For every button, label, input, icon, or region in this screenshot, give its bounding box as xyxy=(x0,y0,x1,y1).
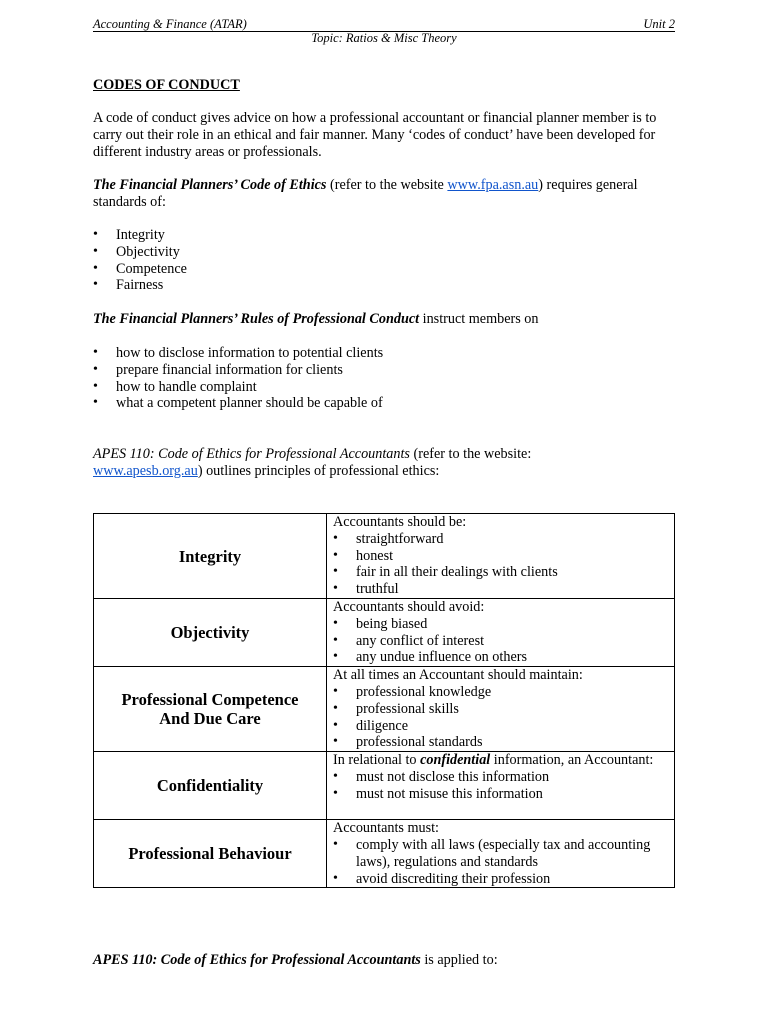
unit-label: Unit 2 xyxy=(643,17,675,31)
list-item: • prepare financial information for clients xyxy=(93,362,675,379)
list-item: • how to handle complaint xyxy=(93,379,675,396)
list-item: • straightforward xyxy=(333,531,668,548)
fpa-rules-title: The Financial Planners’ Rules of Professional Conduct xyxy=(93,311,420,327)
principle-description xyxy=(327,599,675,667)
fpa-rules-rest: instruct members on xyxy=(419,311,539,327)
list-item: • must not misuse this information xyxy=(333,786,668,803)
list-item: • professional standards xyxy=(333,734,668,751)
apes-applied-rest: is applied to: xyxy=(420,952,498,968)
table-row xyxy=(94,514,675,599)
list-item: • Competence xyxy=(93,261,675,278)
fpa-ethics-post-link: ) requires general standards of: xyxy=(93,177,638,210)
principle-name xyxy=(94,667,327,752)
list-item: • diligence xyxy=(333,718,668,735)
list-item: • what a competent planner should be capable of xyxy=(93,395,675,412)
principle-name: Objectivity xyxy=(94,599,327,667)
list-item: • being biased xyxy=(333,616,668,633)
table-row xyxy=(94,752,675,820)
fpa-ethics-title: The Financial Planners’ Code of Ethics xyxy=(93,177,327,193)
course-name: Accounting & Finance (ATAR) xyxy=(93,17,247,31)
principle-name: Professional Behaviour xyxy=(94,820,327,888)
lead-emphasis: confidential xyxy=(420,752,491,769)
list-item: • Objectivity xyxy=(93,244,675,261)
list-item: • any undue influence on others xyxy=(333,649,668,666)
fpa-rules-paragraph xyxy=(93,311,675,328)
list-item: • fair in all their dealings with clients xyxy=(333,564,668,581)
principle-lead: At all times an Accountant should maintain: xyxy=(333,667,583,684)
fpa-rules-list xyxy=(93,345,675,412)
principle-description xyxy=(327,752,675,820)
principle-lead: Accountants must: xyxy=(333,820,439,837)
apes-post-link: ) outlines principles of professional ethics: xyxy=(197,462,440,479)
intro-paragraph: A code of conduct gives advice on how a professional accountant or financial planner member is to carry out their role in an ethical and fair manner. Many ‘codes of conduct’ have been developed for different industry areas or professionals. xyxy=(93,110,657,160)
table-row xyxy=(94,599,675,667)
apesb-website-link[interactable]: www.apesb.org.au xyxy=(93,462,198,479)
running-header xyxy=(93,17,675,32)
list-item: • comply with all laws (especially tax and accounting laws), regulations and standards xyxy=(333,837,668,871)
principle-name: Integrity xyxy=(94,514,327,599)
principle-lead: Accountants should avoid: xyxy=(333,599,485,615)
list-item: • truthful xyxy=(333,581,668,598)
principle-name: Confidentiality xyxy=(94,752,327,820)
fpa-website-link[interactable]: www.fpa.asn.au xyxy=(447,177,539,193)
table-row xyxy=(94,667,675,752)
apes-applied-title: APES 110: Code of Ethics for Professional Accountants xyxy=(93,952,421,968)
list-item: • must not disclose this information xyxy=(333,769,668,786)
apes-title: APES 110: Code of Ethics for Professional Accountants xyxy=(93,446,410,462)
principle-name-line: And Due Care xyxy=(159,709,261,729)
list-item: • professional knowledge xyxy=(333,684,668,701)
principle-description xyxy=(327,820,675,888)
apes-applied-paragraph xyxy=(93,952,675,969)
apes-pre-link: (refer to the website: xyxy=(409,446,532,462)
table-row xyxy=(94,820,675,888)
list-item: • avoid discrediting their profession xyxy=(333,871,668,888)
principle-lead: Accountants should be: xyxy=(333,514,467,530)
apes-paragraph xyxy=(93,446,675,480)
principle-lead xyxy=(333,752,668,769)
fpa-ethics-paragraph xyxy=(93,177,675,211)
fpa-standards-list xyxy=(93,227,675,294)
section-title: CODES OF CONDUCT xyxy=(93,77,240,93)
lead-text: information, an Accountant: xyxy=(490,752,654,769)
principle-description xyxy=(327,514,675,599)
lead-text: In relational to xyxy=(333,752,421,769)
list-item: • Fairness xyxy=(93,277,675,294)
principle-name-line: Professional Competence xyxy=(121,690,299,710)
list-item: • professional skills xyxy=(333,701,668,718)
list-item: • any conflict of interest xyxy=(333,633,668,650)
topic-label: Topic: Ratios & Misc Theory xyxy=(311,31,457,45)
fpa-ethics-pre-link: (refer to the website xyxy=(326,177,448,193)
list-item: • Integrity xyxy=(93,227,675,244)
list-item: • how to disclose information to potential clients xyxy=(93,345,675,362)
principle-description xyxy=(327,667,675,752)
list-item: • honest xyxy=(333,548,668,565)
ethics-principles-table xyxy=(93,513,675,888)
